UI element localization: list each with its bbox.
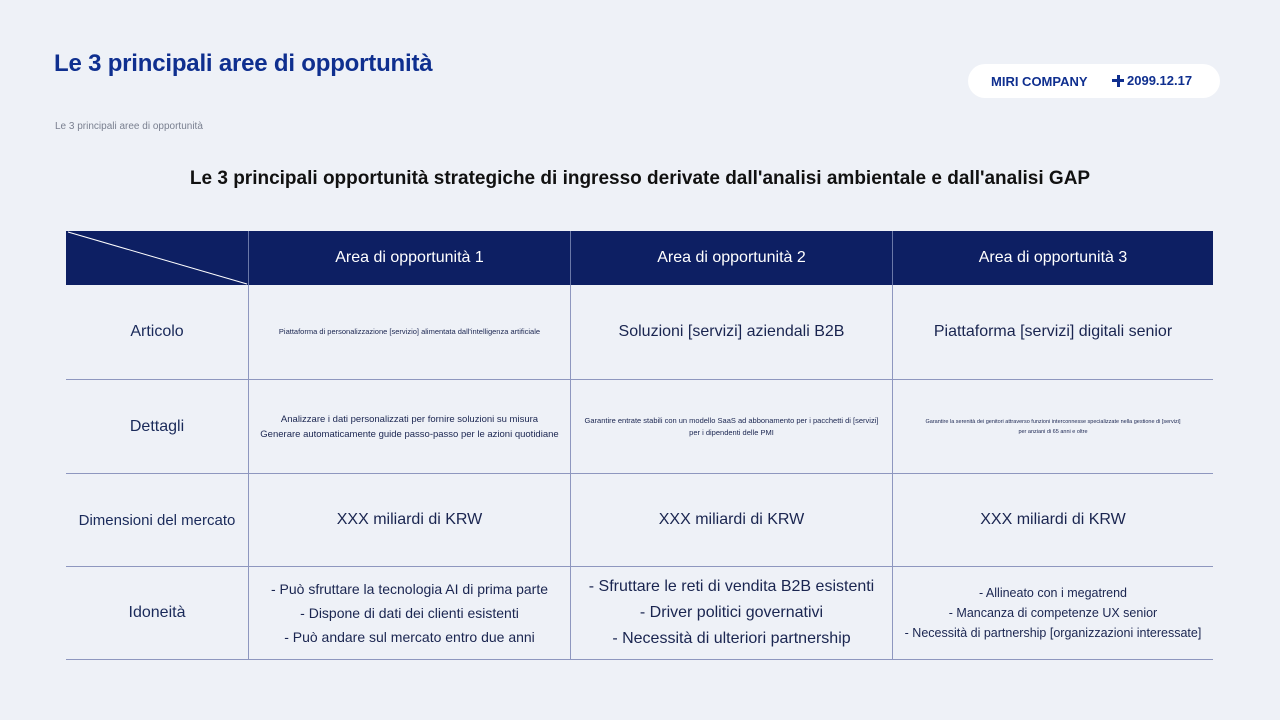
company-name: MIRI COMPANY xyxy=(991,74,1088,89)
cell-line: XXX miliardi di KRW xyxy=(658,511,805,528)
cell-line: Piattaforma [servizi] digitali senior xyxy=(933,323,1173,340)
table-row-idoneita xyxy=(66,567,1213,660)
cell-line: Garantire la serenità dei genitori attraverso funzioni interconnesse specializzate nella gestione di [servizi] xyxy=(925,418,1181,425)
corner-cell xyxy=(66,231,248,285)
cell-line: - Necessità di ulteriori partnership xyxy=(612,630,851,647)
table-cell xyxy=(892,285,1213,379)
table-cell xyxy=(248,285,570,379)
table-cell xyxy=(570,474,892,566)
cell-line: XXX miliardi di KRW xyxy=(980,511,1126,528)
cell-line: - Dispone di dati dei clienti esistenti xyxy=(300,605,519,621)
table-cell xyxy=(892,474,1213,566)
cell-line: - Driver politici governativi xyxy=(639,604,824,621)
date-text: 2099.12.17 xyxy=(1127,73,1193,88)
cell-line: - Sfruttare le reti di vendita B2B esistenti xyxy=(588,578,875,595)
row-label: Articolo xyxy=(130,323,184,340)
cell-line: Garantire entrate stabili con un modello SaaS ad abbonamento per i pacchetti di [servizi] xyxy=(584,415,879,425)
table-cell xyxy=(248,474,570,566)
table-cell xyxy=(570,285,892,379)
cell-line: Soluzioni [servizi] aziendali B2B xyxy=(618,323,845,340)
cell-line: - Necessità di partnership [organizzazioni interessate] xyxy=(904,626,1202,640)
opportunity-table xyxy=(66,231,1213,660)
table-cell xyxy=(570,380,892,473)
cell-line: per i dipendenti delle PMI xyxy=(689,427,774,437)
table-cell xyxy=(248,567,570,659)
table-row-articolo xyxy=(66,285,1213,380)
table-cell xyxy=(892,380,1213,473)
table-row-dimensioni xyxy=(66,474,1213,567)
column-header-2: Area di opportunità 2 xyxy=(570,231,892,285)
row-label: Dettagli xyxy=(129,417,185,435)
column-header-3: Area di opportunità 3 xyxy=(892,231,1213,285)
cell-line: - Può sfruttare la tecnologia AI di prima parte xyxy=(270,581,549,597)
cell-line: Piattaforma di personalizzazione [servizio] alimentata dall'intelligenza artificiale xyxy=(278,327,541,336)
page-caption: Le 3 principali aree di opportunità xyxy=(55,121,203,132)
cell-line: Generare automaticamente guide passo-passo per le azioni quotidiane xyxy=(260,428,559,440)
cell-line: - Mancanza di competenze UX senior xyxy=(948,606,1158,620)
main-heading: Le 3 principali opportunità strategiche di ingresso derivate dall'analisi ambientale e dall'analisi GAP xyxy=(189,168,1091,189)
table-header-row xyxy=(66,231,1213,285)
diagonal-divider xyxy=(66,231,248,285)
plus-icon xyxy=(1112,75,1124,87)
cell-line: Analizzare i dati personalizzati per fornire soluzioni su misura xyxy=(280,413,539,425)
header-pill xyxy=(968,64,1220,98)
row-label: Idoneità xyxy=(128,604,186,621)
table-cell xyxy=(892,567,1213,659)
column-header-1: Area di opportunità 1 xyxy=(248,231,570,285)
cell-line: - Può andare sul mercato entro due anni xyxy=(284,629,535,645)
page-title: Le 3 principali aree di opportunità xyxy=(54,50,433,77)
table-cell xyxy=(570,567,892,659)
cell-line: per anziani di 65 anni e oltre xyxy=(1018,428,1088,435)
cell-line: - Allineato con i megatrend xyxy=(978,586,1127,600)
cell-line: XXX miliardi di KRW xyxy=(336,511,483,528)
row-label: Dimensioni del mercato xyxy=(78,511,236,529)
table-cell xyxy=(248,380,570,473)
date-group xyxy=(1112,73,1192,88)
table-row-dettagli xyxy=(66,380,1213,474)
